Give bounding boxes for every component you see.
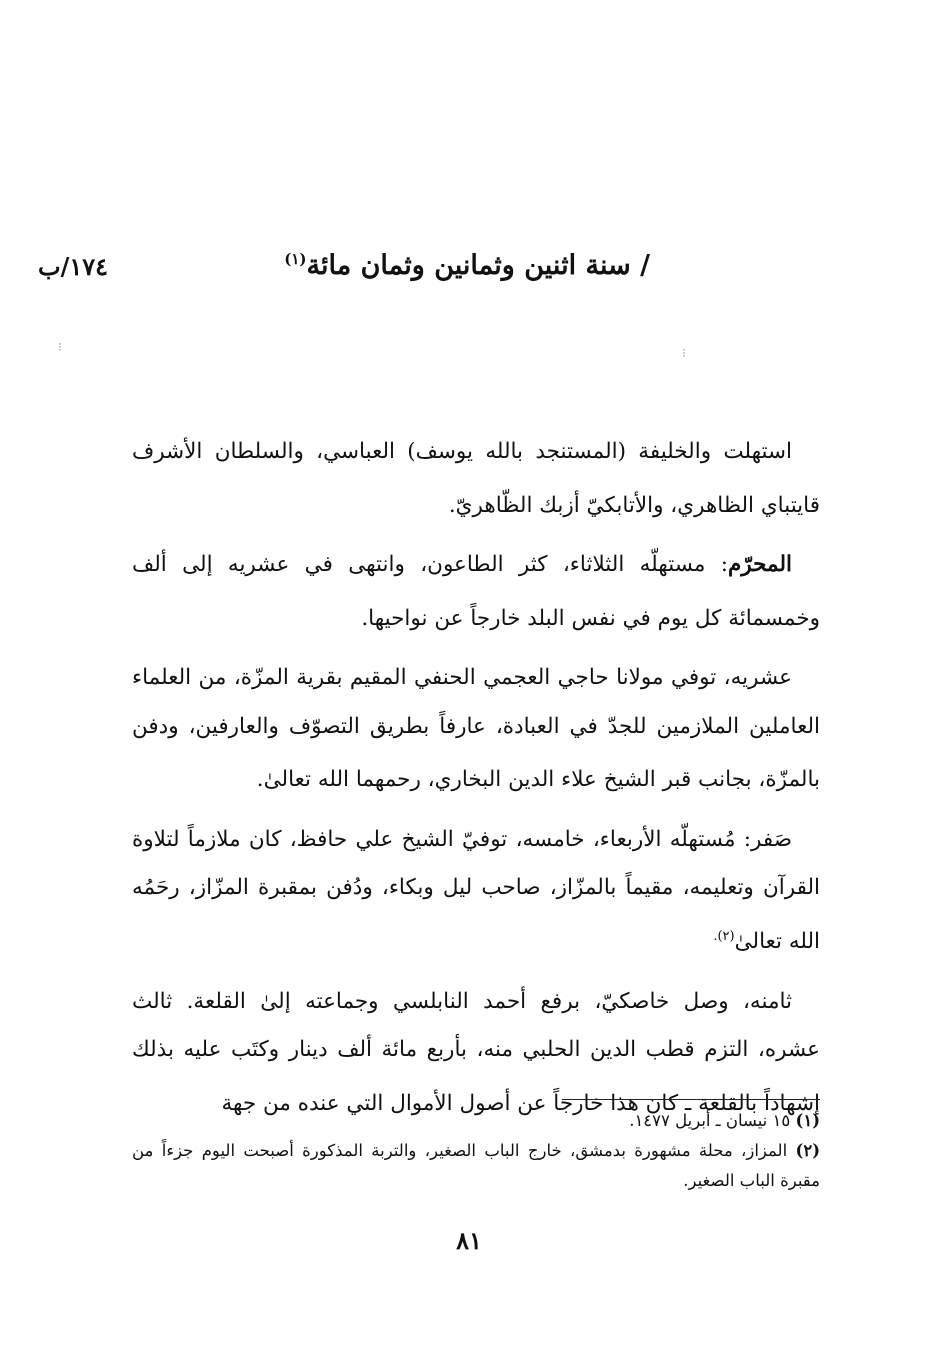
paragraph-text: استهلت والخليفة (المستنجد بالله يوسف) العباسي، والسلطان الأشرف قايتباي الظاهري، والأتابكيّ أزبك الظّاهريّ. — [132, 439, 820, 518]
paragraph-note-ref: (٢). — [713, 928, 735, 944]
footnote-number: (١) — [795, 1111, 820, 1130]
paragraph-text: صَفر: مُستهلّه الأربعاء، خامسه، توفيّ الشيخ علي حافظ، كان ملازماً لتلاوة القرآن وتعليمه، مقيماً بالمزّاز، صاحب ليل وبكاء، ودُفن بمقبرة المزّاز، رحَمُه الله تعالىٰ — [132, 826, 820, 955]
folio-marker: ١٧٤/ب — [38, 252, 109, 281]
footnote-separator — [562, 1099, 820, 1100]
year-heading-text: / سنة اثنين وثمانين وثمان مائة — [306, 250, 650, 281]
scan-speck: ⁝ — [682, 346, 686, 360]
paragraph-text: ثامنه، وصل خاصكيّ، برفع أحمد النابلسي وجماعته إلىٰ القلعة. ثالث عشره، التزم قطب الدين الحلبي منه، بأربع مائة ألف دينار وكتَب عليه بذلك إشهاداً بالقلعة ـ كان هذا خارجاً عن أصول الأموال التي عنده من جهة — [132, 988, 820, 1116]
paragraph-text: : مستهلّه الثلاثاء، كثر الطاعون، وانتهى في عشريه إلى ألف وخمسمائة كل يوم في نفس البلد خارجاً عن نواحيها. — [132, 552, 820, 631]
main-text — [132, 428, 820, 1139]
paragraph — [132, 428, 820, 530]
paragraph — [132, 816, 820, 967]
paragraph — [132, 541, 820, 643]
footnote-text: ١٥ نيسان ـ أبريل ١٤٧٧. — [629, 1111, 791, 1130]
paragraph-text: عشريه، توفي مولانا حاجي العجمي الحنفي المقيم بقرية المزّة، من العلماء العاملين الملازمين للجدّ في العبادة، عارفاً بطريق التصوّف والعارفين، ودفن بالمزّة، بجانب قبر الشيخ علاء الدين البخاري، رحمهما الله تعالىٰ. — [132, 665, 820, 793]
footnote — [132, 1106, 820, 1136]
footnote — [132, 1136, 820, 1196]
year-heading — [284, 250, 650, 281]
heading-note-ref: (١) — [284, 250, 307, 268]
paragraph — [132, 654, 820, 805]
footnote-text: المزاز، محلة مشهورة بدمشق، خارج الباب الصغير، والتربة المذكورة أصبحت اليوم جزءاً من مقبرة الباب الصغير. — [132, 1141, 820, 1190]
page-number: ٨١ — [456, 1226, 482, 1255]
scan-speck: ⁝ — [58, 340, 62, 354]
paragraph-lead: المحرّم — [727, 552, 792, 578]
footnotes — [132, 1106, 820, 1196]
footnote-number: (٢) — [795, 1141, 820, 1160]
